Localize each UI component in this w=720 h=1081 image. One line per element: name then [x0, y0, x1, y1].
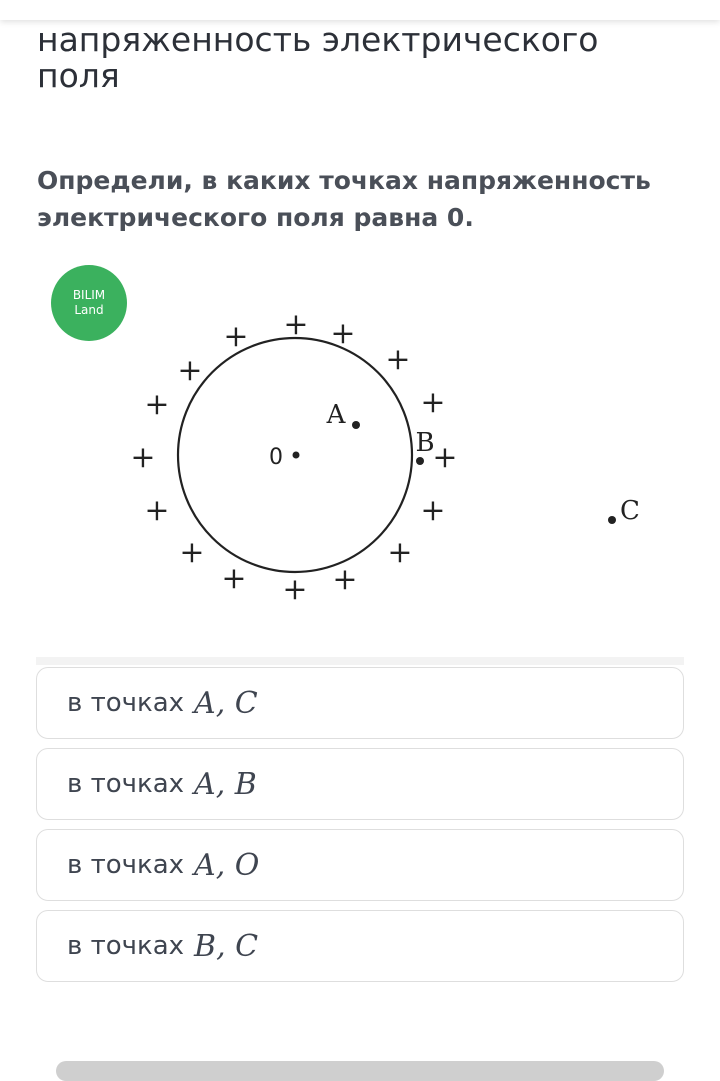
page-title: напряженность электрического поля: [37, 20, 599, 95]
plus-sign: +: [387, 535, 413, 570]
plus-sign: +: [130, 440, 156, 475]
plus-sign: +: [144, 387, 170, 422]
question-text: Определи, в каких точках напряженность электрического поля равна 0.: [37, 166, 651, 232]
answer-option-a-c[interactable]: [36, 667, 684, 739]
option-prefix: в точках: [67, 850, 185, 880]
point-a-label: A: [326, 400, 346, 430]
point-o-dot: [293, 452, 300, 459]
submit-button[interactable]: [56, 1061, 664, 1081]
plus-sign: +: [332, 562, 358, 597]
top-bar: [0, 0, 720, 20]
option-prefix: в точках: [67, 931, 185, 961]
option-prefix: в точках: [67, 688, 185, 718]
plus-sign: +: [179, 535, 205, 570]
option-prefix: в точках: [67, 769, 185, 799]
point-b-label: B: [415, 428, 435, 458]
charged-sphere-figure: [0, 290, 720, 620]
logo-line-1: BILIM: [72, 288, 106, 302]
plus-sign: +: [385, 342, 411, 377]
option-points: B, C: [194, 928, 259, 964]
option-points: A, O: [194, 847, 260, 883]
answer-option-b-c[interactable]: [36, 910, 684, 982]
point-c-label: C: [620, 496, 640, 526]
option-points: A, B: [194, 766, 257, 802]
point-o-label: 0: [269, 445, 283, 470]
answer-option-a-b[interactable]: [36, 748, 684, 820]
plus-sign: +: [144, 493, 170, 528]
answer-option-a-o[interactable]: [36, 829, 684, 901]
point-a-dot: [352, 421, 360, 429]
plus-sign: +: [221, 561, 247, 596]
plus-sign: +: [282, 572, 308, 607]
option-points: A, C: [194, 685, 258, 721]
plus-sign: +: [177, 353, 203, 388]
point-c-dot: [608, 516, 616, 524]
plus-sign: +: [223, 319, 249, 354]
plus-sign: +: [330, 316, 356, 351]
plus-sign: +: [432, 440, 458, 475]
plus-sign: +: [283, 307, 309, 342]
divider: [36, 657, 684, 665]
plus-sign: +: [420, 493, 446, 528]
plus-sign: +: [420, 385, 446, 420]
point-b-dot: [416, 457, 424, 465]
logo-line-2: Land: [74, 303, 104, 317]
answer-options: [36, 667, 684, 991]
